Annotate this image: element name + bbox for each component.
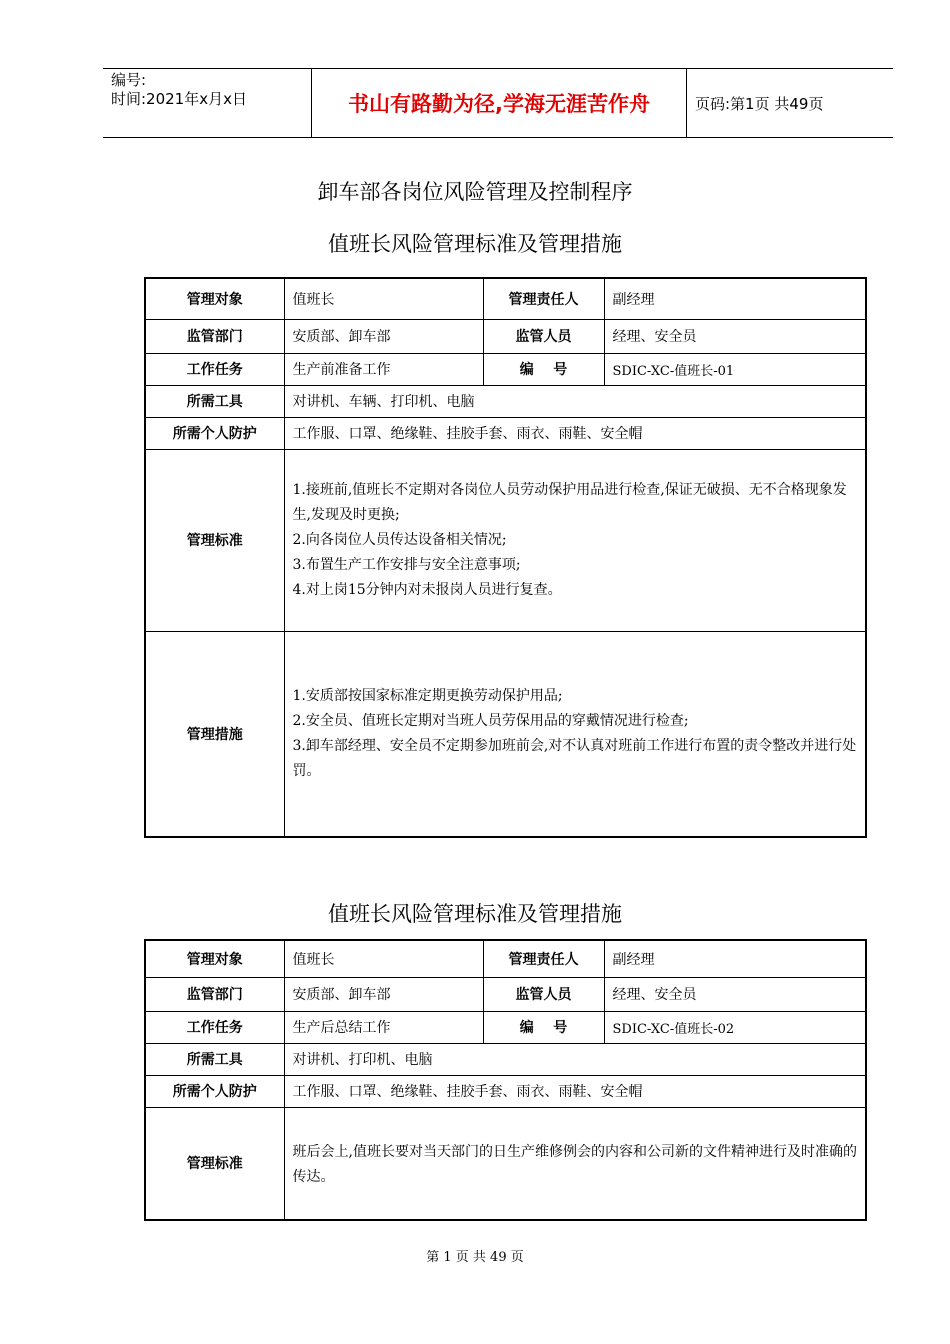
dept-value: 安质部、卸车部 bbox=[284, 319, 483, 353]
tools-label: 所需工具 bbox=[145, 385, 284, 417]
tools-label: 所需工具 bbox=[145, 1043, 284, 1075]
standard-label: 管理标准 bbox=[145, 1107, 284, 1220]
owner-label: 管理责任人 bbox=[483, 940, 604, 977]
standard-label: 管理标准 bbox=[145, 449, 284, 631]
measure-content bbox=[284, 631, 866, 837]
measure-line: 1.安质部按国家标准定期更换劳动保护用品; bbox=[292, 687, 563, 704]
table-row bbox=[145, 1011, 866, 1043]
table-row bbox=[145, 278, 866, 319]
measure-line: 2.安全员、值班长定期对当班人员劳保用品的穿戴情况进行检查; bbox=[292, 712, 689, 729]
standard-line: 3.布置生产工作安排与安全注意事项; bbox=[292, 556, 521, 573]
owner-label: 管理责任人 bbox=[483, 278, 604, 319]
tools-value: 对讲机、车辆、打印机、电脑 bbox=[284, 385, 866, 417]
table-row bbox=[145, 1107, 866, 1220]
standard-content bbox=[284, 449, 866, 631]
code-label: 编 号 bbox=[483, 353, 604, 385]
section-2-title: 值班长风险管理标准及管理措施 bbox=[328, 902, 622, 926]
header-page-label: 页码:第1页 共49页 bbox=[695, 94, 824, 113]
object-value: 值班长 bbox=[284, 278, 483, 319]
header-meta bbox=[103, 69, 312, 137]
owner-value: 副经理 bbox=[604, 278, 866, 319]
table-row bbox=[145, 1075, 866, 1107]
object-label: 管理对象 bbox=[145, 940, 284, 977]
supervisor-label: 监管人员 bbox=[483, 977, 604, 1011]
task-label: 工作任务 bbox=[145, 1011, 284, 1043]
standard-line: 2.向各岗位人员传达设备相关情况; bbox=[292, 531, 507, 548]
table-row bbox=[145, 417, 866, 449]
measure-line: 3.卸车部经理、安全员不定期参加班前会,对不认真对班前工作进行布置的责令整改并进行处罚。 bbox=[292, 737, 857, 779]
supervisor-value: 经理、安全员 bbox=[604, 977, 866, 1011]
code-value: SDIC-XC-值班长-01 bbox=[604, 353, 866, 385]
object-label: 管理对象 bbox=[145, 278, 284, 319]
document-title: 卸车部各岗位风险管理及控制程序 bbox=[317, 180, 633, 204]
dept-label: 监管部门 bbox=[145, 319, 284, 353]
section-1-title: 值班长风险管理标准及管理措施 bbox=[328, 232, 622, 256]
supervisor-label: 监管人员 bbox=[483, 319, 604, 353]
risk-table-2 bbox=[144, 939, 867, 1221]
table-row bbox=[145, 631, 866, 837]
standard-line: 班后会上,值班长要对当天部门的日生产维修例会的内容和公司新的文件精神进行及时准确的传达。 bbox=[292, 1143, 857, 1185]
table-row bbox=[145, 977, 866, 1011]
number-label: 编号: bbox=[111, 71, 147, 89]
dept-value: 安质部、卸车部 bbox=[284, 977, 483, 1011]
task-label: 工作任务 bbox=[145, 353, 284, 385]
table-row bbox=[145, 385, 866, 417]
code-label: 编 号 bbox=[483, 1011, 604, 1043]
standard-line: 1.接班前,值班长不定期对各岗位人员劳动保护用品进行检查,保证无破损、无不合格现象发生,发现及时更换; bbox=[292, 481, 847, 523]
measure-label: 管理措施 bbox=[145, 631, 284, 837]
header-motto: 书山有路勤为径,学海无涯苦作舟 bbox=[312, 69, 687, 137]
ppe-label: 所需个人防护 bbox=[145, 417, 284, 449]
table-row bbox=[145, 449, 866, 631]
supervisor-value: 经理、安全员 bbox=[604, 319, 866, 353]
code-value: SDIC-XC-值班长-02 bbox=[604, 1011, 866, 1043]
table-row bbox=[145, 353, 866, 385]
object-value: 值班长 bbox=[284, 940, 483, 977]
time-label: 时间:2021年x月x日 bbox=[111, 90, 247, 108]
ppe-label: 所需个人防护 bbox=[145, 1075, 284, 1107]
page-header bbox=[103, 68, 893, 138]
table-row bbox=[145, 319, 866, 353]
owner-value: 副经理 bbox=[604, 940, 866, 977]
ppe-value: 工作服、口罩、绝缘鞋、挂胶手套、雨衣、雨鞋、安全帽 bbox=[284, 1075, 866, 1107]
page-footer: 第 1 页 共 49 页 bbox=[426, 1250, 524, 1265]
ppe-value: 工作服、口罩、绝缘鞋、挂胶手套、雨衣、雨鞋、安全帽 bbox=[284, 417, 866, 449]
standard-line: 4.对上岗15分钟内对未报岗人员进行复查。 bbox=[292, 581, 562, 598]
task-value: 生产后总结工作 bbox=[284, 1011, 483, 1043]
task-value: 生产前准备工作 bbox=[284, 353, 483, 385]
dept-label: 监管部门 bbox=[145, 977, 284, 1011]
tools-value: 对讲机、打印机、电脑 bbox=[284, 1043, 866, 1075]
table-row bbox=[145, 940, 866, 977]
risk-table-1 bbox=[144, 277, 867, 838]
table-row bbox=[145, 1043, 866, 1075]
standard-content bbox=[284, 1107, 866, 1220]
